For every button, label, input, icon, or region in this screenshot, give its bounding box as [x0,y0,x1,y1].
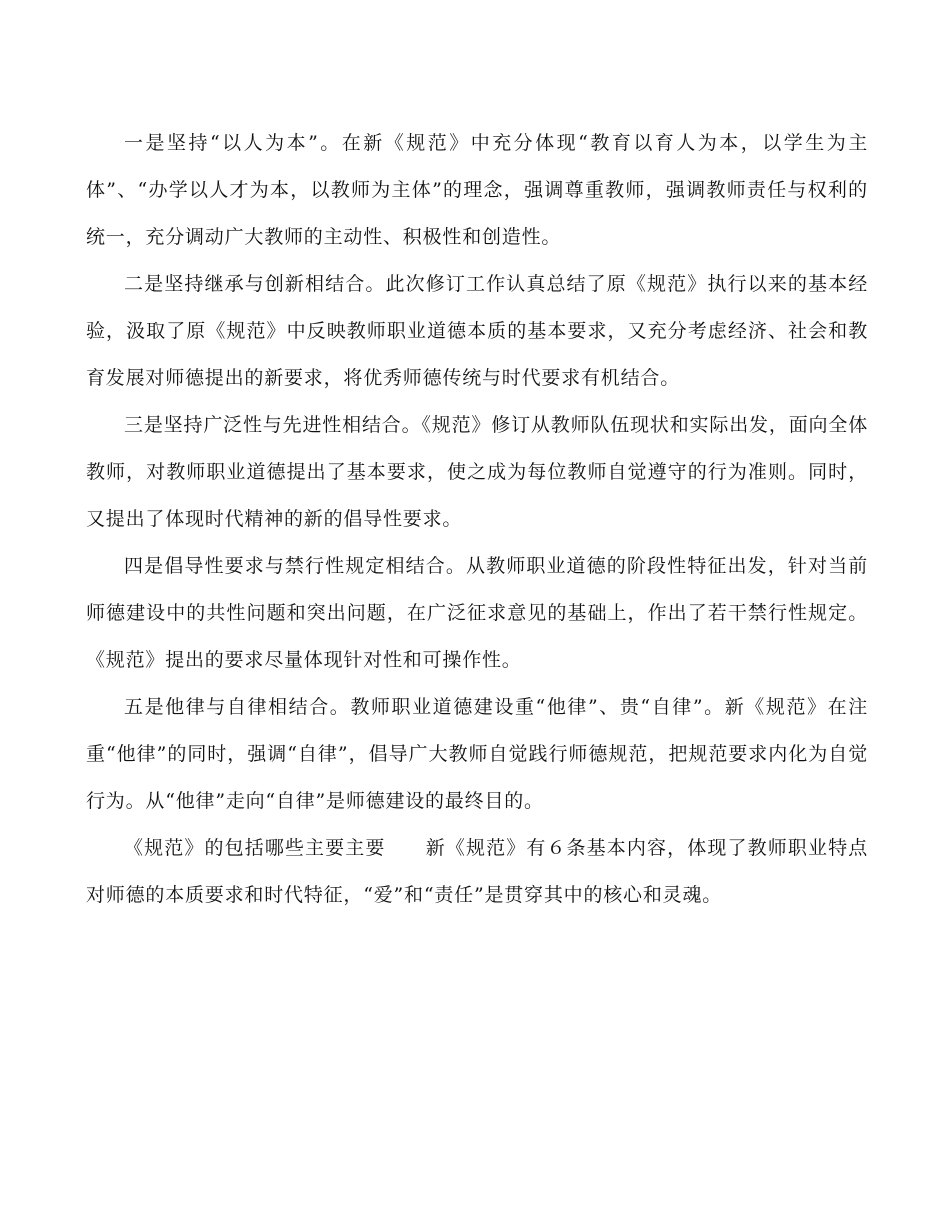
paragraph-5: 五是他律与自律相结合。教师职业道德建设重“他律”、贵“自律”。新《规范》在注重“他律”的同时，强调“自律”，倡导广大教师自觉践行师德规范，把规范要求内化为自觉行为。从“他律”走向“自律”是师德建设的最终目的。 [86,696,868,812]
paragraph-4: 四是倡导性要求与禁行性规定相结合。从教师职业道德的阶段性特征出发，针对当前师德建设中的共性问题和突出问题，在广泛征求意见的基础上，作出了若干禁行性规定。《规范》提出的要求尽量体现针对性和可操作性。 [86,555,868,671]
document-body [86,120,868,919]
paragraph-2: 二是坚持继承与创新相结合。此次修订工作认真总结了原《规范》执行以来的基本经验，汲取了原《规范》中反映教师职业道德本质的基本要求，又充分考虑经济、社会和教育发展对师德提出的新要求，将优秀师德传统与时代要求有机结合。 [86,273,868,389]
paragraph-1: 一是坚持“以人为本”。在新《规范》中充分体现“教育以育人为本，以学生为主体”、“办学以人才为本，以教师为主体”的理念，强调尊重教师，强调教师责任与权利的统一，充分调动广大教师的主动性、积极性和创造性。 [86,132,868,248]
paragraph-6: 《规范》的包括哪些主要主要 新《规范》有６条基本内容，体现了教师职业特点对师德的本质要求和时代特征，“爱”和“责任”是贯穿其中的核心和灵魂。 [86,837,868,906]
paragraph-3: 三是坚持广泛性与先进性相结合。《规范》修订从教师队伍现状和实际出发，面向全体教师，对教师职业道德提出了基本要求，使之成为每位教师自觉遵守的行为准则。同时，又提出了体现时代精神的新的倡导性要求。 [86,414,868,530]
